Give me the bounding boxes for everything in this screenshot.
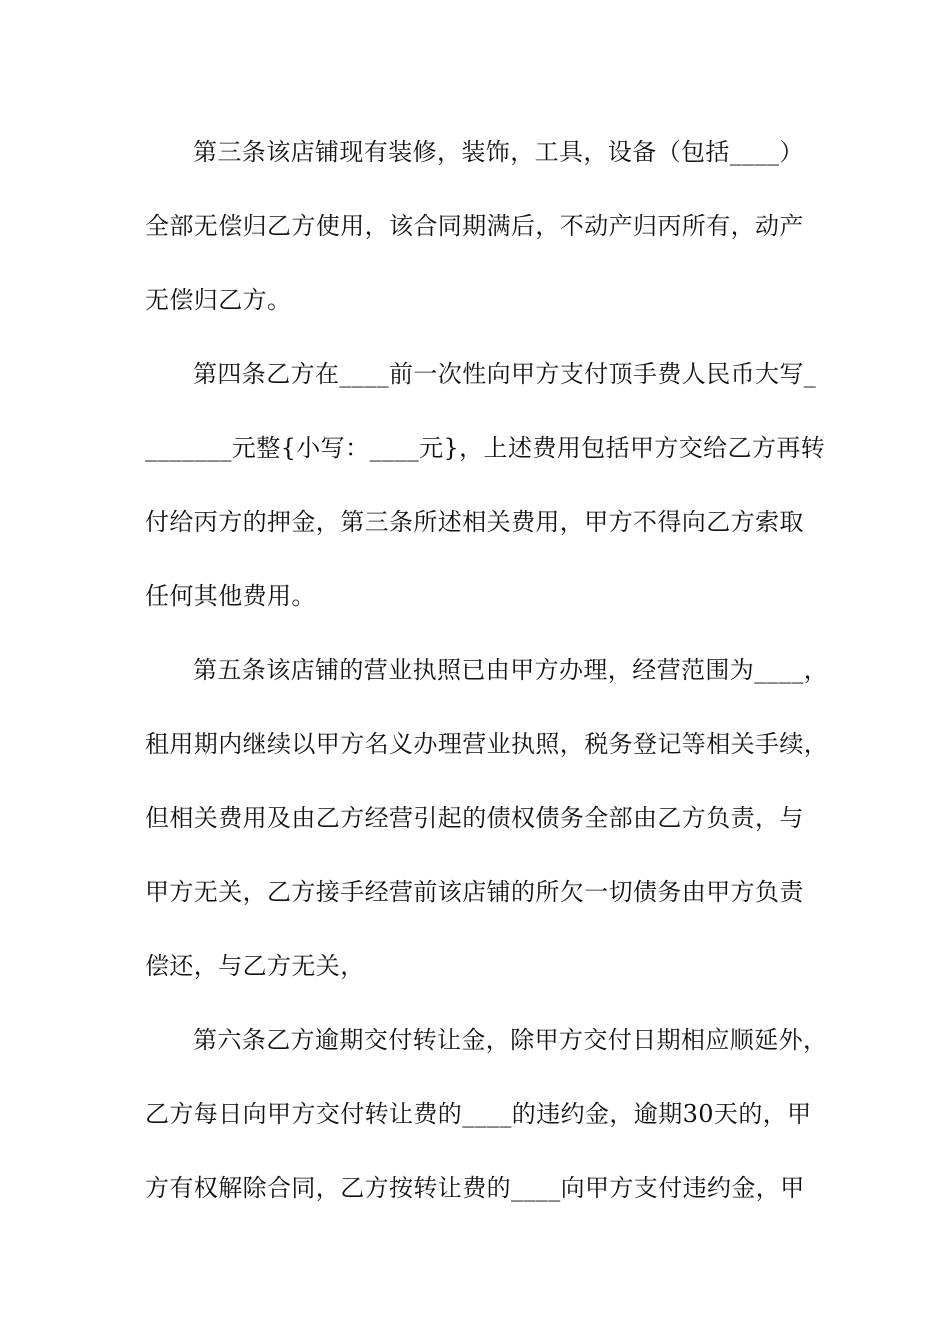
article-3-line-2: 全部无偿归乙方使用，该合同期满后，不动产归丙所有，动产: [145, 212, 804, 240]
article-6-line-3: 方有权解除合同，乙方按转让费的____向甲方支付违约金，甲: [145, 1174, 805, 1202]
article-5-line-4: 甲方无关，乙方接手经营前该店铺的所欠一切债务由甲方负责: [145, 878, 804, 906]
article-4-line-4: 任何其他费用。: [145, 582, 316, 610]
article-3-line-1: 第三条该店铺现有装修，装饰，工具，设备（包括____）: [193, 138, 804, 166]
article-4-line-2: _______元整{小写：____元}，上述费用包括甲方交给乙方再转: [145, 434, 826, 462]
article-6-line-2: 乙方每日向甲方交付转让费的____的违约金，逾期30天的，甲: [145, 1100, 812, 1128]
article-3-line-3: 无偿归乙方。: [145, 286, 292, 314]
article-5-line-3: 但相关费用及由乙方经营引起的债权债务全部由乙方负责，与: [145, 804, 804, 832]
article-5-line-2: 租用期内继续以甲方名义办理营业执照，税务登记等相关手续，: [145, 730, 829, 758]
article-4-line-3: 付给丙方的押金，第三条所述相关费用，甲方不得向乙方索取: [145, 508, 804, 536]
article-6-line-1: 第六条乙方逾期交付转让金，除甲方交付日期相应顺延外，: [193, 1026, 828, 1054]
article-5-line-1: 第五条该店铺的营业执照已由甲方办理，经营范围为____，: [193, 656, 829, 684]
article-5-line-5: 偿还，与乙方无关，: [145, 952, 365, 980]
article-4-line-1: 第四条乙方在____前一次性向甲方支付顶手费人民币大写_: [193, 360, 817, 388]
